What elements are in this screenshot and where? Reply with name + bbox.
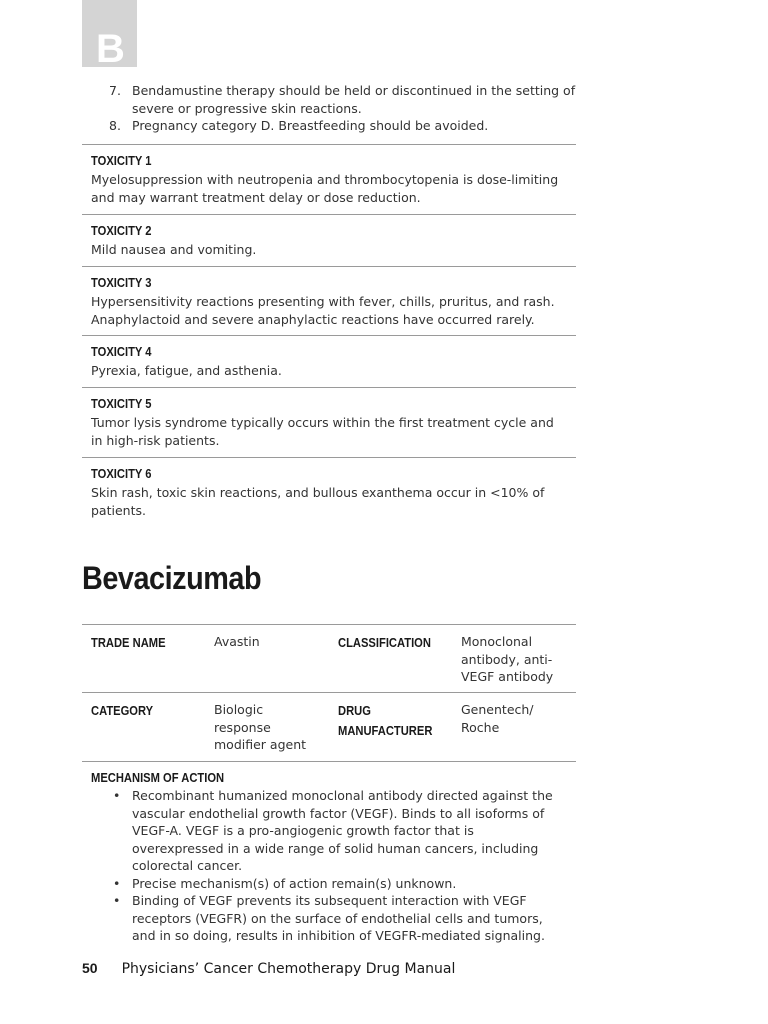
drug-title: Bevacizumab (82, 560, 262, 596)
toxicity-text: Mild nausea and vomiting. (91, 242, 257, 257)
toxicity-text: Pyrexia, fatigue, and asthenia. (91, 363, 282, 378)
classification-label: CLASSIFICATION (338, 635, 431, 650)
intro-list-wrap (82, 82, 576, 144)
toxicity-text: Myelosuppression with neutropenia and thrombocytopenia is dose-limiting and may warrant treatment delay or dose reduction. (91, 172, 559, 205)
page-number: 50 (82, 960, 98, 976)
mechanism-list (91, 787, 567, 945)
book-title: Physicians’ Cancer Chemotherapy Drug Manual (121, 961, 456, 977)
toxicity-label: TOXICITY 4 (91, 344, 152, 359)
mechanism-section (82, 761, 576, 945)
mechanism-item (91, 875, 567, 893)
toxicity-text: Hypersensitivity reactions presenting with fever, chills, pruritus, and rash. Anaphylactoid and severe anaphylactic reactions have occurred rarely. (91, 294, 555, 327)
manufacturer-value: Genentech/ Roche (461, 702, 534, 735)
intro-item-8 (82, 117, 576, 135)
drug-info-row-2 (82, 692, 576, 761)
intro-item-text: Bendamustine therapy should be held or discontinued in the setting of severe or progressive skin reactions. (132, 83, 576, 116)
toxicity-text: Tumor lysis syndrome typically occurs within the first treatment cycle and in high-risk patients. (91, 415, 554, 448)
drug-info-table (82, 624, 576, 761)
mechanism-item-text: Precise mechanism(s) of action remain(s) unknown. (132, 875, 457, 891)
mechanism-label: MECHANISM OF ACTION (91, 770, 225, 785)
toxicity-block-2 (82, 214, 576, 266)
page-footer (82, 960, 455, 977)
mechanism-item (91, 787, 567, 875)
bullet-icon: • (113, 875, 121, 891)
toxicity-text: Skin rash, toxic skin reactions, and bullous exanthema occur in <10% of patients. (91, 485, 545, 518)
drug-info-row-1 (82, 624, 576, 692)
bullet-icon: • (113, 788, 121, 803)
mechanism-item-text: Recombinant humanized monoclonal antibody directed against the vascular endothelial growth factor (VEGF). Binds to all isoforms of VEGF-A. VEGF is a pro-angiogenic growth factor that is overexpressed in a wide range of solid human cancers, including colorectal cancer. (132, 788, 553, 873)
intro-item-text: Pregnancy category D. Breastfeeding should be avoided. (132, 118, 489, 133)
intro-item-7 (82, 82, 576, 117)
toxicity-label: TOXICITY 3 (91, 275, 152, 290)
category-label: CATEGORY (91, 703, 154, 718)
toxicity-block-3 (82, 266, 576, 335)
toxicity-label: TOXICITY 5 (91, 396, 152, 411)
manufacturer-label: DRUG MANUFACTURER (338, 703, 433, 738)
toxicity-label: TOXICITY 1 (91, 153, 152, 168)
intro-list (82, 82, 576, 135)
toxicity-label: TOXICITY 6 (91, 466, 152, 481)
mechanism-item (91, 892, 567, 945)
mechanism-item-text: Binding of VEGF prevents its subsequent interaction with VEGF receptors (VEGFR) on the surface of endothelial cells and tumors, and in so doing, results in inhibition of VEGFR-mediated signaling. (132, 893, 545, 943)
bullet-icon: • (113, 893, 121, 908)
toxicity-block-4 (82, 335, 576, 387)
toxicity-label: TOXICITY 2 (91, 223, 152, 238)
toxicity-block-5 (82, 387, 576, 457)
intro-item-number: 7. (109, 83, 121, 98)
intro-item-number: 8. (109, 118, 121, 133)
trade-name-value: Avastin (214, 634, 260, 649)
toxicity-block-6 (82, 457, 576, 527)
toxicity-block-1 (82, 144, 576, 214)
trade-name-label: TRADE NAME (91, 635, 166, 650)
category-value: Biologic response modifier agent (214, 702, 307, 752)
section-letter-tab: B (82, 0, 137, 67)
classification-value: Monoclonal antibody, anti-VEGF antibody (461, 634, 554, 684)
page-content (82, 82, 576, 527)
